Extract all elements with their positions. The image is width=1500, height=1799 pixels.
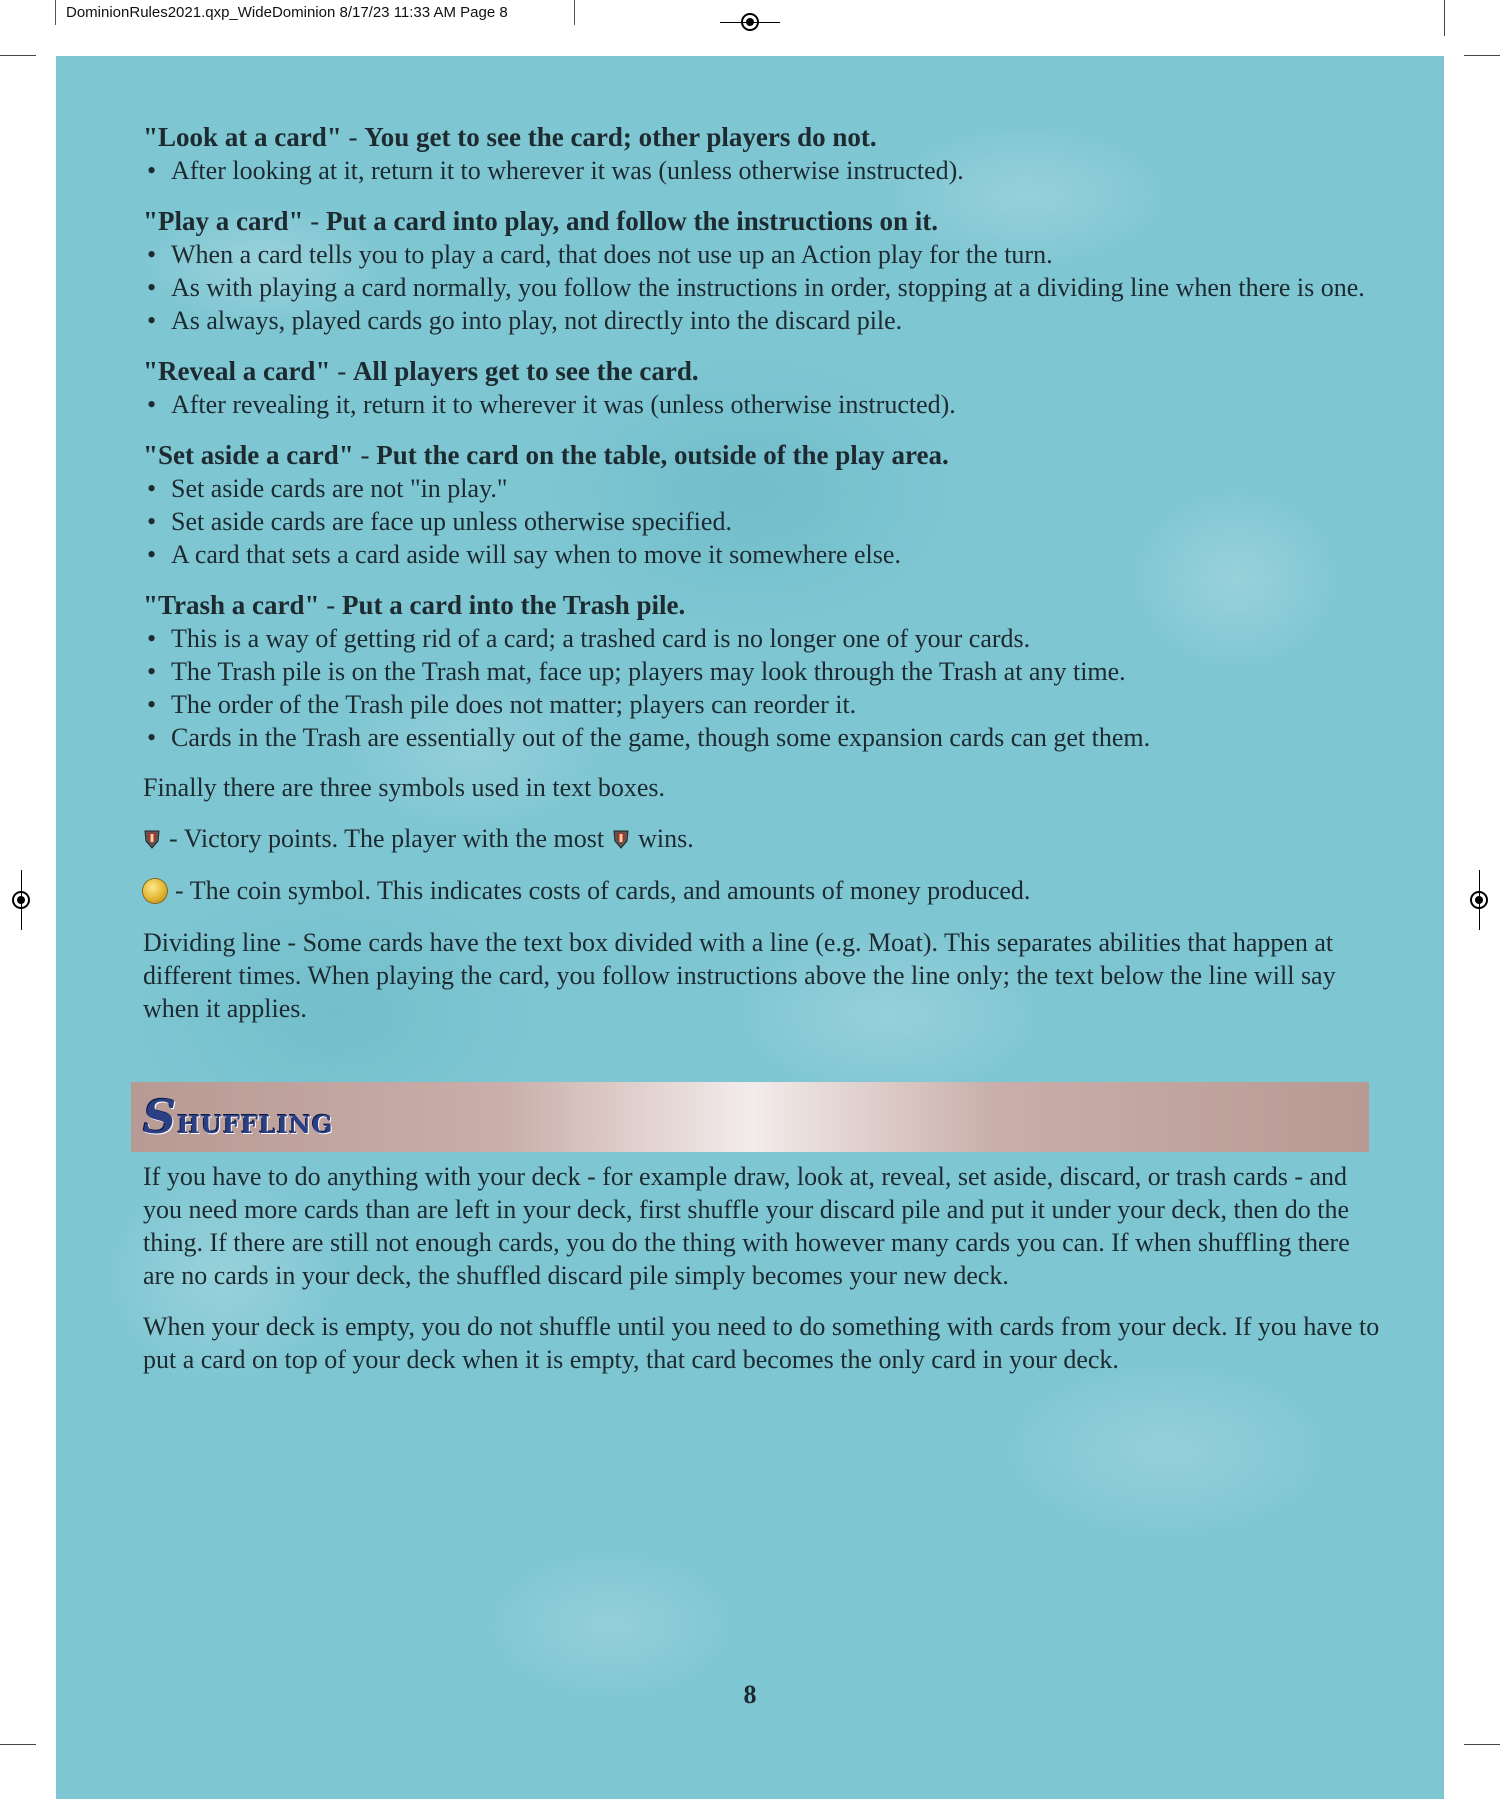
registration-mark-icon [12,891,30,909]
registration-mark-icon [1470,891,1488,909]
shuffling-paragraph: When your deck is empty, you do not shuffle until you need to do something with cards from your deck. If you have to put a card on top of your deck when it is empty, that card becomes the only card in your deck. [143,1312,1380,1374]
list-item: • The order of the Trash pile does not matter; players can reorder it. [143,688,1383,721]
glossary-heading: "Reveal a card" - All players get to see the card. [143,356,699,386]
coin-icon [143,879,167,903]
bullet-list [143,238,1383,337]
list-item: • As always, played cards go into play, not directly into the discard pile. [143,304,1383,337]
page-number: 8 [743,1680,757,1709]
list-item: • After revealing it, return it to wherever it was (unless otherwise instructed). [143,388,1383,421]
glossary-heading: "Set aside a card" - Put the card on the table, outside of the play area. [143,440,949,470]
crop-mark [1464,1744,1500,1745]
glossary-content [143,120,1383,1043]
registration-mark-icon [741,13,759,31]
shuffling-paragraph: If you have to do anything with your deck - for example draw, look at, reveal, set aside, discard, or trash cards - and you need more cards than are left in your deck, first shuffle your discard pile and put it under your deck, then do the thing. If there are still not enough cards, you do the thing with however many cards you can. If when shuffling there are no cards in your deck, the shuffled discard pile simply becomes your new deck. [143,1162,1350,1290]
bullet-list [143,388,1383,421]
list-item: • The Trash pile is on the Trash mat, face up; players may look through the Trash at any time. [143,655,1383,688]
list-item: • After looking at it, return it to wherever it was (unless otherwise instructed). [143,154,1383,187]
victory-text: - Victory points. The player with the most [169,824,605,853]
list-item: • Set aside cards are face up unless otherwise specified. [143,505,1383,538]
bullet-list [143,472,1383,571]
victory-symbol-line [143,822,1383,856]
glossary-play [143,204,1383,337]
glossary-heading: "Play a card" - Put a card into play, and follow the instructions on it. [143,206,939,236]
glossary-heading: "Look at a card" - You get to see the card; other players do not. [143,122,877,152]
crop-mark [1464,55,1500,56]
victory-point-icon [143,829,161,849]
list-item: • A card that sets a card aside will say when to move it somewhere else. [143,538,1383,571]
glossary-heading: "Trash a card" - Put a card into the Trash pile. [143,590,686,620]
victory-point-icon [612,829,630,849]
crop-mark [1444,0,1445,36]
coin-symbol-line [143,874,1383,908]
dividing-line-text: Dividing line - Some cards have the text box divided with a line (e.g. Moat). This separates abilities that happen at different times. When playing the card, you follow instructions above the line only; the text below the line will say when it applies. [143,928,1336,1023]
bullet-list [143,154,1383,187]
print-slug: DominionRules2021.qxp_WideDominion 8/17/23 11:33 AM Page 8 [55,0,575,25]
list-item: • Set aside cards are not "in play." [143,472,1383,505]
glossary-look [143,120,1383,187]
section-banner [131,1082,1369,1152]
list-item: • When a card tells you to play a card, that does not use up an Action play for the turn. [143,238,1383,271]
crop-mark [0,55,36,56]
list-item: • Cards in the Trash are essentially out of the game, though some expansion cards can get them. [143,721,1383,754]
symbols-intro: Finally there are three symbols used in text boxes. [143,773,666,802]
glossary-trash [143,588,1383,754]
coin-text: - The coin symbol. This indicates costs of cards, and amounts of money produced. [175,876,1031,905]
list-item: • As with playing a card normally, you follow the instructions in order, stopping at a dividing line when there is one. [143,271,1383,304]
list-item: • This is a way of getting rid of a card; a trashed card is no longer one of your cards. [143,622,1383,655]
crop-mark [0,1744,36,1745]
section-title: SHUFFLING [143,1090,334,1144]
glossary-reveal [143,354,1383,421]
glossary-set-aside [143,438,1383,571]
shuffling-section [143,1160,1383,1394]
victory-text-end: wins. [638,824,694,853]
bullet-list [143,622,1383,754]
